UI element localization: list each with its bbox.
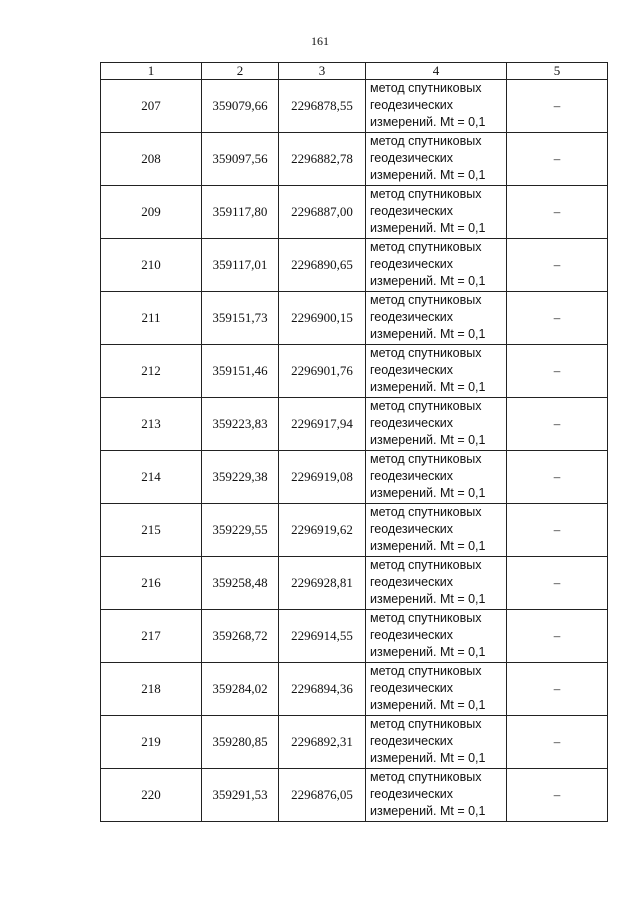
method-line: геодезических <box>370 734 454 748</box>
method-cell <box>366 716 507 769</box>
method-line: геодезических <box>370 310 454 324</box>
method-cell <box>366 610 507 663</box>
method-line: геодезических <box>370 575 454 589</box>
method-line: геодезических <box>370 257 454 271</box>
method-cell <box>366 186 507 239</box>
table-row <box>101 663 608 716</box>
table-row <box>101 186 608 239</box>
method-cell <box>366 663 507 716</box>
coordinate-y-cell: 2296919,62 <box>279 504 366 557</box>
point-number-cell: 209 <box>101 186 202 239</box>
method-line: геодезических <box>370 416 454 430</box>
method-line: метод спутниковых <box>370 81 482 95</box>
method-line: измерений. Mt = 0,1 <box>370 274 486 288</box>
table-row <box>101 292 608 345</box>
method-cell <box>366 557 507 610</box>
note-cell: – <box>507 769 608 822</box>
point-number-cell: 216 <box>101 557 202 610</box>
coordinate-x-cell: 359151,46 <box>202 345 279 398</box>
method-line: измерений. Mt = 0,1 <box>370 804 486 818</box>
table-row <box>101 504 608 557</box>
note-cell: – <box>507 557 608 610</box>
coordinate-x-cell: 359117,01 <box>202 239 279 292</box>
table-row <box>101 557 608 610</box>
method-cell <box>366 239 507 292</box>
coordinate-y-cell: 2296878,55 <box>279 80 366 133</box>
coordinates-table <box>100 62 608 822</box>
point-number-cell: 217 <box>101 610 202 663</box>
point-number-cell: 210 <box>101 239 202 292</box>
coordinate-y-cell: 2296890,65 <box>279 239 366 292</box>
method-line: метод спутниковых <box>370 134 482 148</box>
point-number-cell: 213 <box>101 398 202 451</box>
point-number-cell: 211 <box>101 292 202 345</box>
note-cell: – <box>507 133 608 186</box>
coordinate-x-cell: 359280,85 <box>202 716 279 769</box>
table-row <box>101 398 608 451</box>
table-row <box>101 716 608 769</box>
method-line: метод спутниковых <box>370 717 482 731</box>
coordinate-y-cell: 2296894,36 <box>279 663 366 716</box>
table-row <box>101 610 608 663</box>
point-number-cell: 208 <box>101 133 202 186</box>
method-cell <box>366 769 507 822</box>
method-cell <box>366 133 507 186</box>
method-line: измерений. Mt = 0,1 <box>370 645 486 659</box>
note-cell: – <box>507 610 608 663</box>
method-line: метод спутниковых <box>370 346 482 360</box>
coordinate-y-cell: 2296901,76 <box>279 345 366 398</box>
column-header: 3 <box>279 63 366 80</box>
method-cell <box>366 292 507 345</box>
note-cell: – <box>507 451 608 504</box>
method-line: геодезических <box>370 204 454 218</box>
note-cell: – <box>507 398 608 451</box>
coordinate-x-cell: 359117,80 <box>202 186 279 239</box>
coordinate-x-cell: 359097,56 <box>202 133 279 186</box>
method-line: геодезических <box>370 469 454 483</box>
point-number-cell: 215 <box>101 504 202 557</box>
method-line: измерений. Mt = 0,1 <box>370 221 486 235</box>
method-line: измерений. Mt = 0,1 <box>370 380 486 394</box>
point-number-cell: 220 <box>101 769 202 822</box>
point-number-cell: 218 <box>101 663 202 716</box>
note-cell: – <box>507 504 608 557</box>
method-cell <box>366 80 507 133</box>
method-line: измерений. Mt = 0,1 <box>370 539 486 553</box>
note-cell: – <box>507 345 608 398</box>
method-cell <box>366 504 507 557</box>
method-line: метод спутниковых <box>370 505 482 519</box>
column-header: 4 <box>366 63 507 80</box>
method-line: геодезических <box>370 628 454 642</box>
table-row <box>101 345 608 398</box>
coordinate-y-cell: 2296928,81 <box>279 557 366 610</box>
method-line: измерений. Mt = 0,1 <box>370 751 486 765</box>
table-row <box>101 133 608 186</box>
method-line: геодезических <box>370 363 454 377</box>
coordinate-y-cell: 2296919,08 <box>279 451 366 504</box>
method-line: измерений. Mt = 0,1 <box>370 698 486 712</box>
column-header: 5 <box>507 63 608 80</box>
table-row <box>101 451 608 504</box>
method-line: метод спутниковых <box>370 558 482 572</box>
method-line: измерений. Mt = 0,1 <box>370 592 486 606</box>
method-line: измерений. Mt = 0,1 <box>370 486 486 500</box>
coordinate-y-cell: 2296887,00 <box>279 186 366 239</box>
column-header: 2 <box>202 63 279 80</box>
note-cell: – <box>507 186 608 239</box>
method-line: метод спутниковых <box>370 452 482 466</box>
method-line: геодезических <box>370 98 454 112</box>
table-header-row <box>101 63 608 80</box>
coordinate-y-cell: 2296876,05 <box>279 769 366 822</box>
method-line: метод спутниковых <box>370 399 482 413</box>
point-number-cell: 212 <box>101 345 202 398</box>
note-cell: – <box>507 716 608 769</box>
method-cell <box>366 398 507 451</box>
coordinate-y-cell: 2296917,94 <box>279 398 366 451</box>
coordinate-y-cell: 2296900,15 <box>279 292 366 345</box>
method-cell <box>366 451 507 504</box>
table-row <box>101 769 608 822</box>
coordinate-y-cell: 2296882,78 <box>279 133 366 186</box>
note-cell: – <box>507 663 608 716</box>
table-row <box>101 239 608 292</box>
method-line: метод спутниковых <box>370 611 482 625</box>
method-line: геодезических <box>370 151 454 165</box>
note-cell: – <box>507 80 608 133</box>
method-cell <box>366 345 507 398</box>
method-line: геодезических <box>370 681 454 695</box>
method-line: метод спутниковых <box>370 293 482 307</box>
coordinate-x-cell: 359284,02 <box>202 663 279 716</box>
coordinate-x-cell: 359229,55 <box>202 504 279 557</box>
page-number: 161 <box>311 34 329 48</box>
method-line: измерений. Mt = 0,1 <box>370 327 486 341</box>
coordinate-x-cell: 359223,83 <box>202 398 279 451</box>
coordinate-x-cell: 359258,48 <box>202 557 279 610</box>
coordinate-x-cell: 359079,66 <box>202 80 279 133</box>
method-line: измерений. Mt = 0,1 <box>370 168 486 182</box>
method-line: метод спутниковых <box>370 770 482 784</box>
method-line: метод спутниковых <box>370 240 482 254</box>
method-line: метод спутниковых <box>370 664 482 678</box>
table-row <box>101 80 608 133</box>
point-number-cell: 207 <box>101 80 202 133</box>
note-cell: – <box>507 239 608 292</box>
coordinate-x-cell: 359229,38 <box>202 451 279 504</box>
point-number-cell: 214 <box>101 451 202 504</box>
method-line: измерений. Mt = 0,1 <box>370 433 486 447</box>
method-line: измерений. Mt = 0,1 <box>370 115 486 129</box>
table-body <box>101 80 608 822</box>
method-line: геодезических <box>370 522 454 536</box>
coordinate-y-cell: 2296892,31 <box>279 716 366 769</box>
column-header: 1 <box>101 63 202 80</box>
point-number-cell: 219 <box>101 716 202 769</box>
coordinate-x-cell: 359268,72 <box>202 610 279 663</box>
coordinate-x-cell: 359291,53 <box>202 769 279 822</box>
method-line: метод спутниковых <box>370 187 482 201</box>
method-line: геодезических <box>370 787 454 801</box>
coordinate-x-cell: 359151,73 <box>202 292 279 345</box>
note-cell: – <box>507 292 608 345</box>
coordinate-y-cell: 2296914,55 <box>279 610 366 663</box>
